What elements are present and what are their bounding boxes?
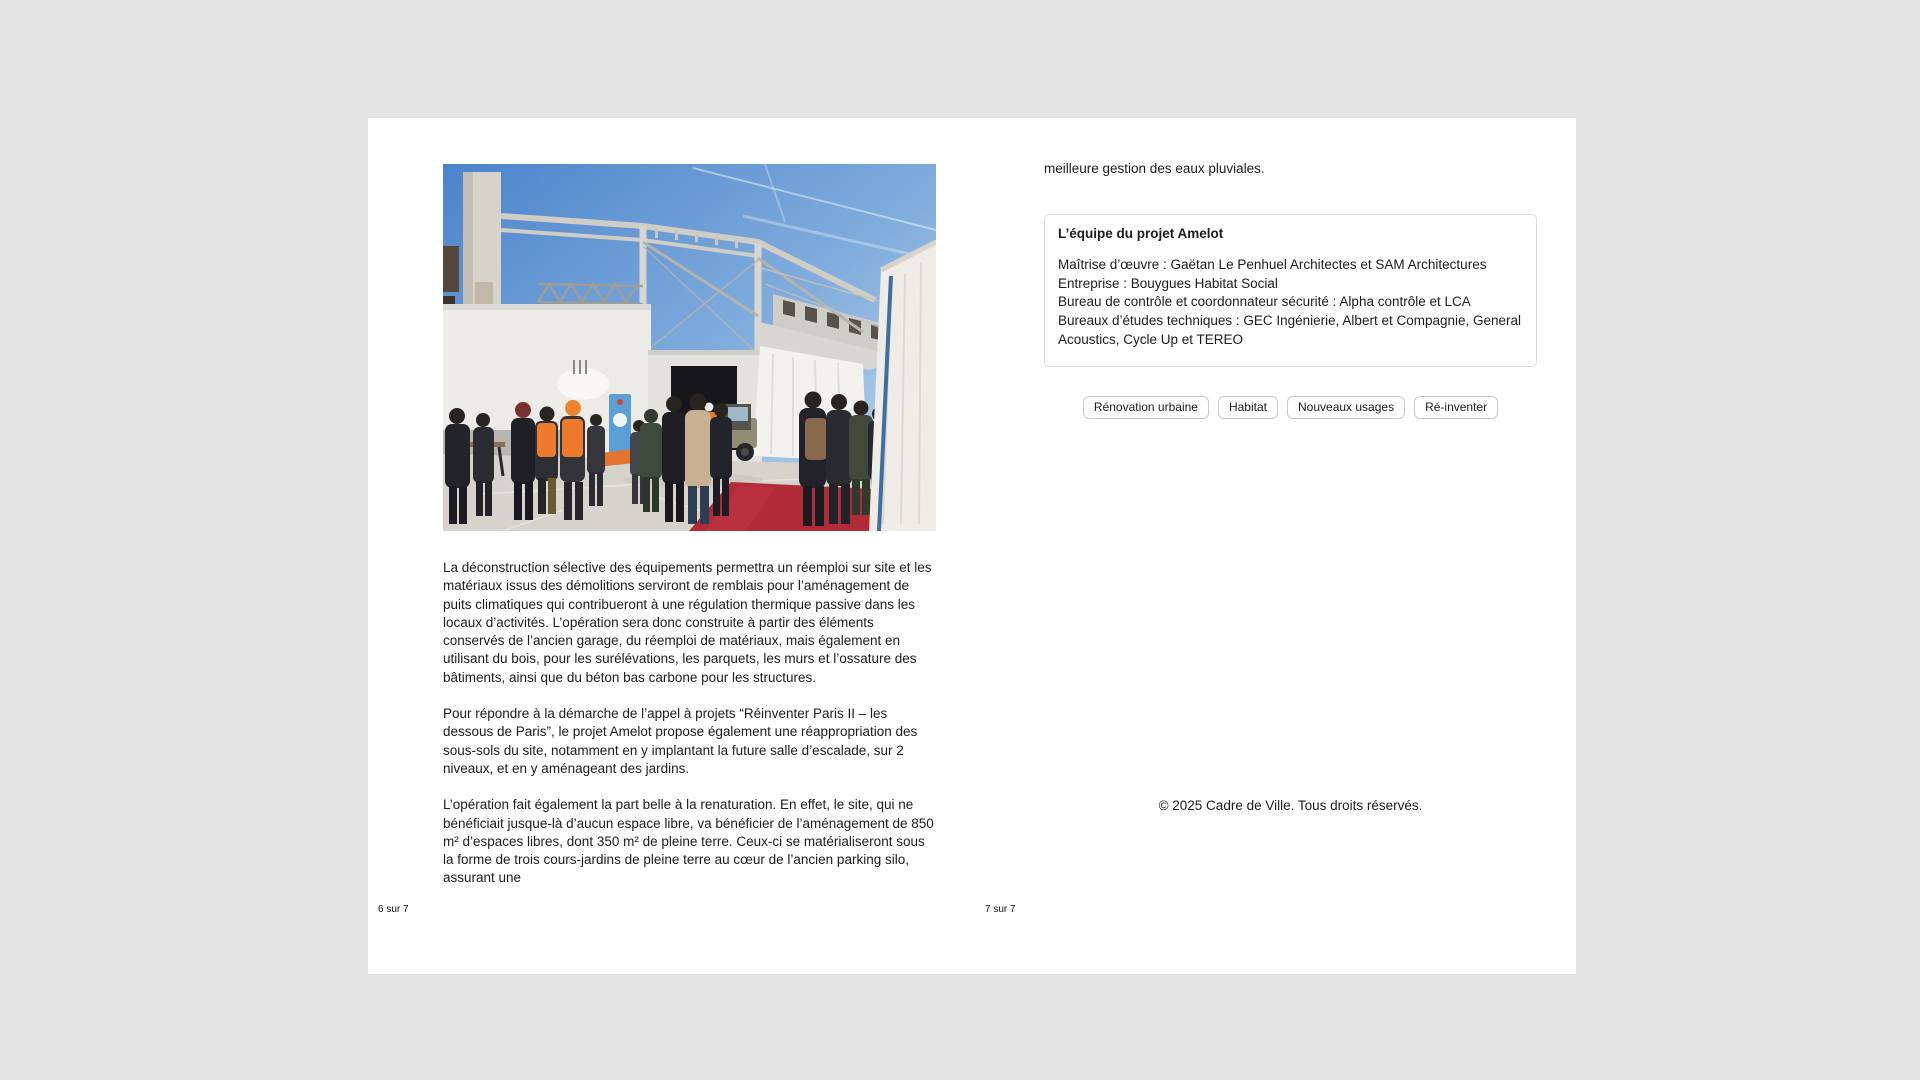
paragraph-deconstruction: La déconstruction sélective des équipements permettra un réemploi sur site et les matériaux issus des démolitions serviront de remblais pour l’aménagement de puits climatiques qui contribueront à une régulation thermique passive dans les locaux d’activités. L’opération sera donc construite à partir des éléments conservés de l’ancien garage, du réemploi de matériaux, mais également en utilisant du bois, pour les surélévations, les parquets, les murs et l’ossature des bâtiments, ainsi que du béton bas carbone pour les structures. (443, 560, 932, 685)
paragraph-continuation: meilleure gestion des eaux pluviales. (1044, 161, 1265, 176)
site-photo (443, 164, 936, 531)
paragraph-renaturation: L’opération fait également la part belle à la renaturation. En effet, le site, qui ne bénéficiait jusque-là d’aucun espace libre, va bénéficier de l’aménagement de 850 m² d’espaces libres, dont 350 m² de pleine terre. Ceux-ci se matérialiseront sous la forme de trois cours-jardins de pleine terre au cœur de l’ancien parking silo, assurant une (443, 797, 934, 886)
team-box-title: L’équipe du projet Amelot (1058, 226, 1224, 241)
tag-list (1044, 396, 1537, 419)
page-number-left: 6 sur 7 (378, 904, 409, 915)
site-photo-illustration (443, 164, 936, 531)
team-line-entreprise: Entreprise : Bouygues Habitat Social (1058, 275, 1278, 291)
tag-nouveaux-usages[interactable]: Nouveaux usages (1287, 396, 1405, 419)
team-line-controle: Bureau de contrôle et coordonnateur sécurité : Alpha contrôle et LCA (1058, 294, 1471, 310)
copyright-notice: © 2025 Cadre de Ville. Tous droits réservés. (1158, 798, 1423, 813)
tag-habitat[interactable]: Habitat (1218, 396, 1278, 419)
team-line-etudes: Bureaux d’études techniques : GEC Ingénierie, Albert et Compagnie, General Acoustics, Cycle Up et TEREO (1058, 313, 1522, 347)
tag-renovation-urbaine[interactable]: Rénovation urbaine (1083, 396, 1209, 419)
page-number-right: 7 sur 7 (985, 904, 1016, 915)
tag-re-inventer[interactable]: Ré-inventer (1414, 396, 1498, 419)
document-sheet (368, 118, 1576, 974)
team-box (1044, 214, 1537, 367)
page-7 (972, 118, 1576, 974)
team-line-maitrise: Maîtrise d’œuvre : Gaëtan Le Penhuel Architectes et SAM Architectures (1058, 257, 1487, 273)
article-text (443, 559, 935, 906)
paragraph-reinventer-paris: Pour répondre à la démarche de l’appel à projets “Réinventer Paris II – les dessous de Paris”, le projet Amelot propose également une réappropriation des sous-sols du site, notamment en y implantant la future salle d’escalade, sur 2 niveaux, et en y aménageant des jardins. (443, 706, 918, 776)
page-6 (368, 118, 972, 974)
